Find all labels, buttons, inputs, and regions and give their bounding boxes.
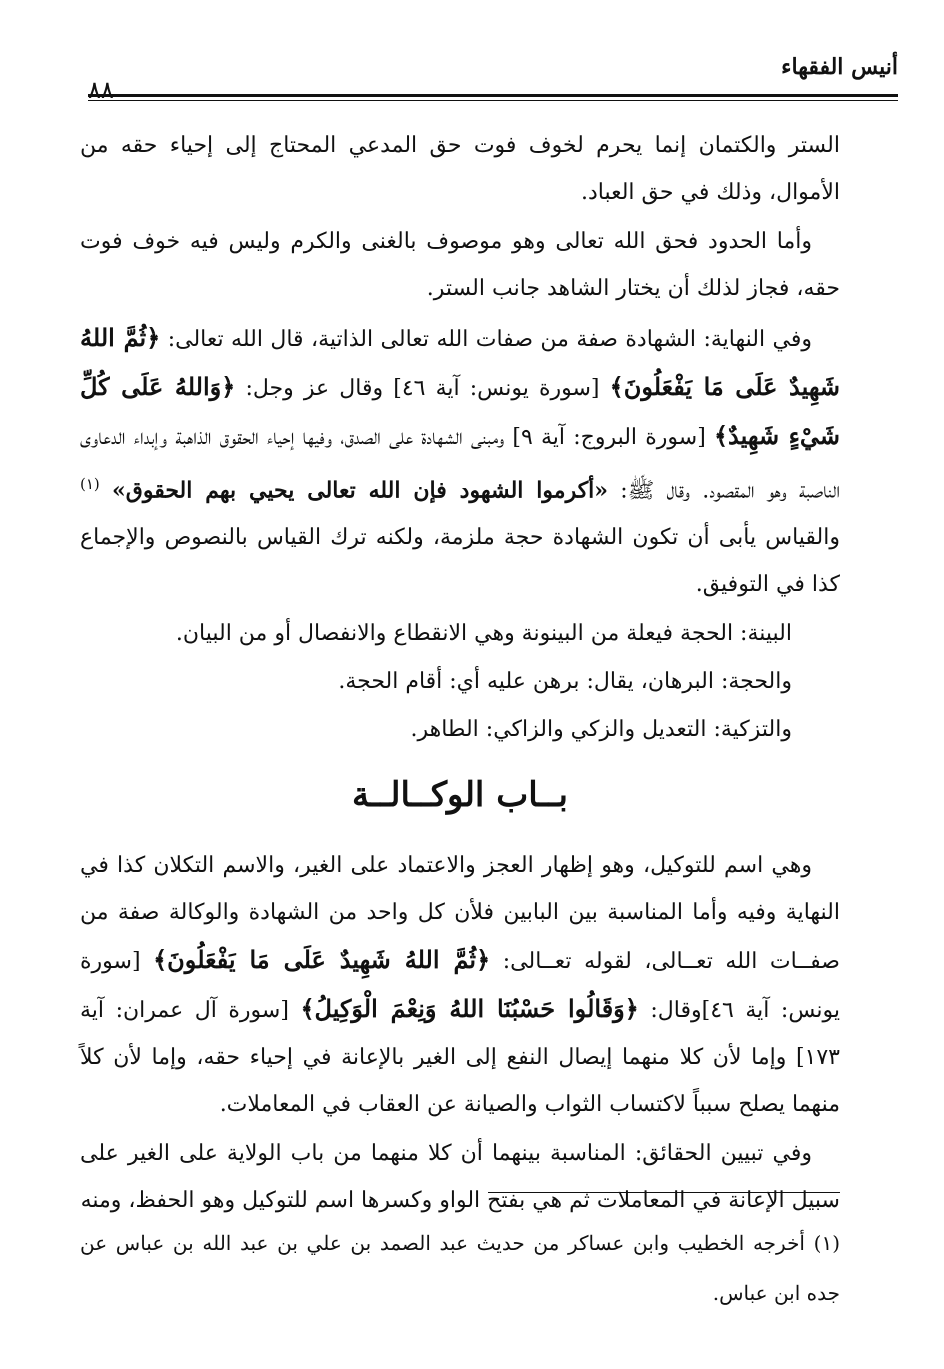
- paragraph-2: وأما الحدود فحق الله تعالى وهو موصوف بالغنى والكرم وليس فيه خوف فوت حقه، فجاز لذلك أن يختار الشاهد جانب الستر.: [80, 229, 840, 301]
- header-rule-thick: [88, 94, 898, 97]
- definitions-list: [80, 610, 840, 754]
- footnote: (١) أخرجه الخطيب وابن عساكر من حديث عبد الصمد بن علي بن عبد الله بن عباس عن جده ابن عباس.: [80, 1231, 840, 1305]
- header-rule-thin: [88, 100, 898, 101]
- paragraph-4-text-1: وهي اسم للتوكيل، وهو إظهار العجز والاعتماد على الغير، والاسم التكلان كذا في النهاية وفيه وأما المناسبة بين البابين فلأن كل واحد من الشهادة والوكالة صفة من صفــات الله تعــالى، لقوله تعــالى:: [80, 853, 840, 975]
- quran-verse: ﴿وَقَالُوا حَسْبُنَا اللهُ وَنِعْمَ الْوَكِيلُ﴾: [300, 994, 639, 1024]
- quran-verse: ﴿ثُمَّ اللهُ شَهِيدٌ عَلَى مَا يَفْعَلُونَ﴾: [153, 945, 491, 975]
- definition-item: والحجة: البرهان، يقال: برهن عليه أي: أقام الحجة.: [338, 669, 792, 695]
- page-header: [88, 50, 898, 105]
- paragraph-5: وفي تبيين الحقائق: المناسبة بينهما أن كلا منهما من باب الولاية على الغير على سبيل الإعانة في المعاملات ثم هي بفتح الواو وكسرها اسم للتوكيل وهو الحفظ، ومنه: [80, 1141, 840, 1214]
- paragraph-3: [80, 314, 840, 608]
- paragraph-3-text-2: [سورة يونس: آية ٤٦] وقال عز وجل:: [235, 376, 610, 401]
- paragraph-3-text-1: وفي النهاية: الشهادة صفة من صفات الله تعالى الذاتية، قال الله تعالى:: [160, 327, 812, 352]
- paragraph-1: الستر والكتمان إنما يحرم لخوف فوت حق المدعي المحتاج إلى إحياء حقه من الأموال، وذلك في حق العباد.: [80, 133, 840, 205]
- quran-verse: ﴿وَاللهُ عَلَى كُلِّ شَيْءٍ شَهِيدٌ﴾: [80, 372, 841, 450]
- book-title: أنيس الفقهاء: [781, 54, 898, 80]
- paragraph-3-text-3: [سورة البروج: آية ٩] ومبنى الشهادة على الصدق، وفيها إحياء الحقوق الذاهبة وإبداء الدعاوى الناصبة وهو المقصود. وقال ﷺ:: [80, 425, 840, 504]
- footnote-reference: (١): [80, 475, 100, 493]
- paragraph-3-text-4: والقياس يأبى أن تكون الشهادة حجة ملزمة، ولكنه ترك القياس بالنصوص والإجماع كذا في التوفيق.: [80, 525, 840, 598]
- definition-item: والتزكية: التعديل والزكي والزاكي: الطاهر.: [410, 717, 792, 743]
- paragraph-4-text-2: [سورة يونس: آية ٤٦]وقال:: [80, 949, 840, 1024]
- footnote-separator: [488, 1192, 840, 1193]
- section-title: بــاب الوكــالــة: [352, 775, 568, 816]
- quran-verse: ﴿ثُمَّ اللهُ شَهِيدٌ عَلَى مَا يَفْعَلُونَ﴾: [80, 323, 841, 401]
- paragraph-4: [80, 842, 840, 1128]
- page-number: ٨٨: [88, 76, 114, 104]
- hadith-quote: «أكرموا الشهود فإن الله تعالى يحيي بهم الحقوق»: [112, 477, 609, 504]
- definition-item: البينة: الحجة فيعلة من البينونة وهي الانقطاع والانفصال أو من البيان.: [175, 621, 792, 647]
- page-body: [80, 122, 840, 1226]
- paragraph-4-text-3: [سورة آل عمران: آية ١٧٣] وإما لأن كلا منهما إيصال النفع إلى الغير بالإعانة في إحياء حقه، وإما لأن كلاً منهما يصلح سبباً لاكتساب الثواب والصيانة عن العقاب في المعاملات.: [80, 998, 840, 1118]
